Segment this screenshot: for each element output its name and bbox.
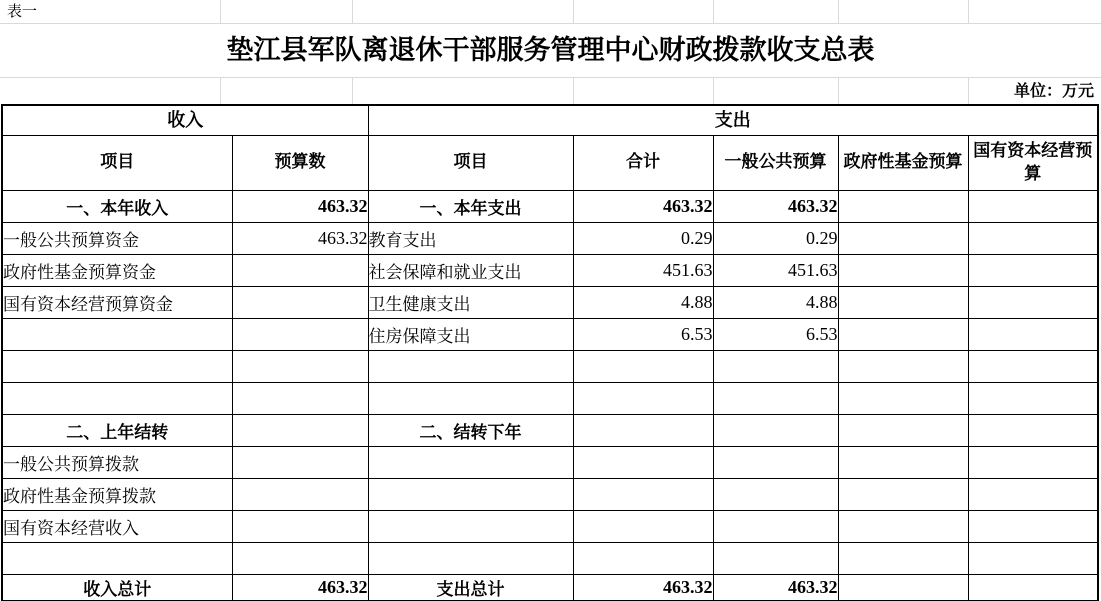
table-row <box>2 190 1098 222</box>
item-cell: 一般公共预算资金 <box>2 222 232 254</box>
amount-cell <box>838 286 968 318</box>
amount-cell <box>968 222 1098 254</box>
amount-cell <box>573 446 713 478</box>
amount-cell <box>838 446 968 478</box>
item-cell <box>2 382 232 414</box>
table-row <box>2 446 1098 478</box>
grid-line <box>0 77 1101 78</box>
amount-cell <box>838 414 968 446</box>
column-header-row <box>2 135 1098 190</box>
col-header-budget-amount: 预算数 <box>232 135 368 190</box>
amount-cell <box>968 286 1098 318</box>
amount-cell <box>232 414 368 446</box>
grid-line <box>713 0 714 23</box>
grid-line <box>713 77 714 104</box>
table-row <box>2 222 1098 254</box>
budget-summary-table <box>1 104 1099 601</box>
header-expense-section: 支出 <box>368 105 1098 135</box>
amount-cell: 0.29 <box>573 222 713 254</box>
item-cell: 国有资本经营预算资金 <box>2 286 232 318</box>
amount-cell <box>713 446 838 478</box>
item-cell: 二、结转下年 <box>368 414 573 446</box>
amount-cell <box>713 542 838 574</box>
item-cell: 社会保障和就业支出 <box>368 254 573 286</box>
grid-line <box>968 0 969 23</box>
col-header-income-item: 项目 <box>2 135 232 190</box>
amount-cell <box>573 382 713 414</box>
amount-cell <box>838 222 968 254</box>
amount-cell <box>573 478 713 510</box>
amount-cell <box>968 446 1098 478</box>
header-income-section: 收入 <box>2 105 368 135</box>
item-cell: 政府性基金预算资金 <box>2 254 232 286</box>
amount-cell <box>968 254 1098 286</box>
grid-line <box>968 77 969 104</box>
grid-line <box>573 77 574 104</box>
item-cell: 教育支出 <box>368 222 573 254</box>
item-cell <box>2 318 232 350</box>
unit-note: 单位：万元 <box>1013 83 1094 100</box>
table-row <box>2 318 1098 350</box>
amount-cell: 463.32 <box>232 222 368 254</box>
amount-cell <box>573 350 713 382</box>
sheet-label: 表一 <box>7 4 38 20</box>
table-row <box>2 414 1098 446</box>
amount-cell <box>232 446 368 478</box>
amount-cell <box>838 510 968 542</box>
amount-cell <box>573 542 713 574</box>
amount-cell <box>968 318 1098 350</box>
col-header-state-capital-budget: 国有资本经营预算 <box>968 135 1098 190</box>
table-body <box>2 190 1098 601</box>
item-cell <box>368 510 573 542</box>
amount-cell <box>968 350 1098 382</box>
grid-line <box>838 77 839 104</box>
amount-cell <box>713 510 838 542</box>
item-cell <box>368 542 573 574</box>
item-cell: 二、上年结转 <box>2 414 232 446</box>
table-row <box>2 574 1098 601</box>
amount-cell: 463.32 <box>713 574 838 601</box>
item-cell: 一、本年支出 <box>368 190 573 222</box>
grid-line <box>573 0 574 23</box>
item-cell <box>2 350 232 382</box>
amount-cell <box>838 542 968 574</box>
table-row <box>2 286 1098 318</box>
amount-cell <box>573 414 713 446</box>
grid-line <box>352 77 353 104</box>
item-cell: 住房保障支出 <box>368 318 573 350</box>
amount-cell <box>232 254 368 286</box>
amount-cell: 4.88 <box>573 286 713 318</box>
table-row <box>2 478 1098 510</box>
amount-cell <box>232 286 368 318</box>
amount-cell <box>713 382 838 414</box>
item-cell <box>368 350 573 382</box>
amount-cell <box>573 510 713 542</box>
grid-line <box>220 77 221 104</box>
amount-cell: 463.32 <box>232 574 368 601</box>
item-cell: 政府性基金预算拨款 <box>2 478 232 510</box>
table-row <box>2 542 1098 574</box>
col-header-total: 合计 <box>573 135 713 190</box>
amount-cell <box>968 542 1098 574</box>
amount-cell <box>838 254 968 286</box>
amount-cell: 451.63 <box>573 254 713 286</box>
amount-cell <box>838 574 968 601</box>
page-title: 垫江县军队离退休干部服务管理中心财政拨款收支总表 <box>226 35 875 65</box>
item-cell: 收入总计 <box>2 574 232 601</box>
amount-cell <box>232 382 368 414</box>
amount-cell <box>968 414 1098 446</box>
amount-cell <box>838 382 968 414</box>
grid-line <box>0 23 1101 24</box>
amount-cell: 463.32 <box>573 574 713 601</box>
amount-cell: 6.53 <box>573 318 713 350</box>
item-cell: 一般公共预算拨款 <box>2 446 232 478</box>
amount-cell <box>232 318 368 350</box>
item-cell: 卫生健康支出 <box>368 286 573 318</box>
amount-cell: 451.63 <box>713 254 838 286</box>
amount-cell <box>838 318 968 350</box>
item-cell <box>2 542 232 574</box>
grid-line <box>838 0 839 23</box>
amount-cell: 0.29 <box>713 222 838 254</box>
item-cell <box>368 446 573 478</box>
amount-cell <box>968 190 1098 222</box>
amount-cell <box>968 574 1098 601</box>
amount-cell: 4.88 <box>713 286 838 318</box>
amount-cell <box>713 414 838 446</box>
amount-cell: 6.53 <box>713 318 838 350</box>
item-cell <box>368 382 573 414</box>
grid-line <box>352 0 353 23</box>
grid-line <box>220 0 221 23</box>
amount-cell <box>232 542 368 574</box>
item-cell: 支出总计 <box>368 574 573 601</box>
table-row <box>2 254 1098 286</box>
amount-cell <box>713 350 838 382</box>
item-cell <box>368 478 573 510</box>
table-row <box>2 382 1098 414</box>
item-cell: 一、本年收入 <box>2 190 232 222</box>
amount-cell <box>968 382 1098 414</box>
amount-cell <box>838 478 968 510</box>
col-header-general-public-budget: 一般公共预算 <box>713 135 838 190</box>
col-header-gov-fund-budget: 政府性基金预算 <box>838 135 968 190</box>
section-header-row <box>2 105 1098 135</box>
amount-cell <box>713 478 838 510</box>
amount-cell <box>838 190 968 222</box>
amount-cell: 463.32 <box>573 190 713 222</box>
col-header-expense-item: 项目 <box>368 135 573 190</box>
amount-cell <box>968 510 1098 542</box>
amount-cell: 463.32 <box>232 190 368 222</box>
amount-cell: 463.32 <box>713 190 838 222</box>
amount-cell <box>838 350 968 382</box>
amount-cell <box>232 478 368 510</box>
table-row <box>2 350 1098 382</box>
amount-cell <box>232 350 368 382</box>
item-cell: 国有资本经营收入 <box>2 510 232 542</box>
amount-cell <box>968 478 1098 510</box>
table-row <box>2 510 1098 542</box>
amount-cell <box>232 510 368 542</box>
